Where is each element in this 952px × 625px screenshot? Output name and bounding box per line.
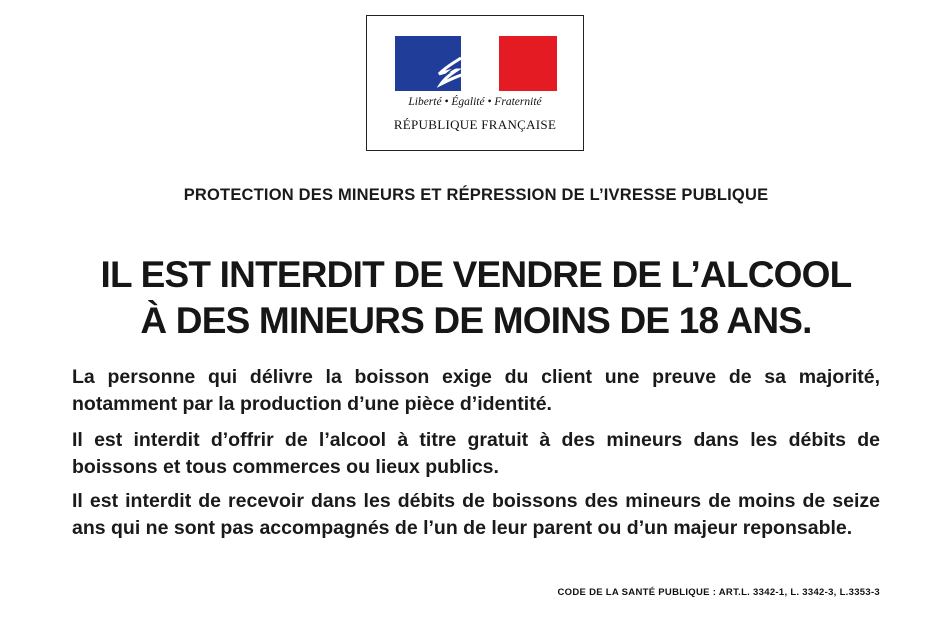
paragraph-under-sixteen: Il est interdit de recevoir dans les débits de boissons des mineurs de moins de seize ans qui ne sont pas accompagnés de l’un de leur parent ou d’un majeur reponsable. — [72, 490, 880, 539]
marianne-flag-logo — [395, 36, 557, 91]
paragraph-free-alcohol: Il est interdit d’offrir de l’alcool à titre gratuit à des mineurs dans les débits de boissons et tous commerces ou lieux publics. — [72, 429, 880, 478]
headline-line-2: À DES MINEURS DE MOINS DE 18 ANS. — [140, 300, 812, 341]
legal-reference: CODE DE LA SANTÉ PUBLIQUE : ART.L. 3342-1, L. 3342-3, L.3353-3 — [557, 587, 880, 598]
notice-headline — [0, 252, 952, 344]
republique-francaise-logo — [366, 15, 584, 151]
republic-motto: Liberté • Égalité • Fraternité — [408, 96, 542, 108]
republic-name: RÉPUBLIQUE FRANÇAISE — [393, 117, 557, 132]
headline-line-1: IL EST INTERDIT DE VENDRE DE L’ALCOOL — [100, 254, 852, 295]
paragraph-proof-of-age: La personne qui délivre la boisson exige du client une preuve de sa majorité, notamment par la production d’une pièce d’identité. — [72, 366, 880, 415]
notice-subtitle: PROTECTION DES MINEURS ET RÉPRESSION DE L’IVRESSE PUBLIQUE — [183, 186, 769, 204]
